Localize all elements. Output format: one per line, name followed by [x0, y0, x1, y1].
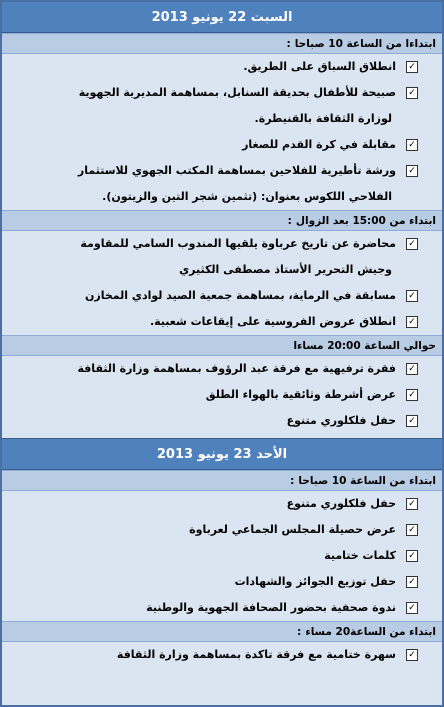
day1-section2-list	[2, 231, 442, 335]
check-icon: ✓	[406, 61, 418, 73]
day2-header: الأحد 23 يونيو 2013	[2, 438, 442, 470]
list-item: ✓ محاضرة عن تاريخ عرباوة يلقيها المندوب السامي للمقاومة وجيش التحرير الأستاذ مصطفى الكثيري	[2, 231, 442, 283]
day1-section2-title: ابتداء من 15:00 بعد الزوال :	[2, 210, 442, 231]
section-title-text: ابتداء من الساعة 10 صباحا	[298, 474, 436, 487]
section-title-text: ابتداءا من الساعة 10 صباحا	[294, 37, 436, 50]
list-item: ✓ عرض حصيلة المجلس الجماعي لعرباوة	[2, 517, 442, 543]
check-icon: ✓	[406, 602, 418, 614]
check-icon: ✓	[406, 363, 418, 375]
list-item: ✓ سهرة ختامية مع فرقة تاكدة بمساهمة وزارة الثقافة	[2, 642, 442, 668]
list-item: ✓ صبيحة للأطفال بحديقة السنابل، بمساهمة المديرية الجهوية لوزارة الثقافة بالقنيطرة.	[2, 80, 442, 132]
day2-section2-list	[2, 642, 442, 668]
check-icon: ✓	[406, 524, 418, 536]
day1-section1-title: ابتداءا من الساعة 10 صباحا :	[2, 33, 442, 54]
list-item: ✓ مسابقة في الرماية، بمساهمة جمعية الصيد لوادي المخازن	[2, 283, 442, 309]
section-title-text: ابتداء من 15:00 بعد الزوال	[295, 214, 436, 227]
day1-section3-title	[2, 335, 442, 356]
list-item: ✓ ندوة صحفية بحضور الصحافة الجهوية والوطنية	[2, 595, 442, 621]
day1-header: السبت 22 يونيو 2013	[2, 2, 442, 33]
list-item: ✓ ورشة تأطيرية للفلاحين بمساهمة المكتب الجهوي للاستثمار الفلاحي اللكوس بعنوان: (تثمين شجر التين والزيتون).	[2, 158, 442, 210]
list-item: ✓ انطلاق السباق على الطريق.	[2, 54, 442, 80]
day1-section1-list	[2, 54, 442, 210]
check-icon: ✓	[406, 87, 418, 99]
day2-section1-title: ابتداء من الساعة 10 صباحا :	[2, 470, 442, 491]
check-icon: ✓	[406, 498, 418, 510]
list-item: ✓ عرض أشرطة وثائقية بالهواء الطلق	[2, 382, 442, 408]
check-icon: ✓	[406, 165, 418, 177]
list-item: ✓ انطلاق عروض الفروسية على إيقاعات شعبية.	[2, 309, 442, 335]
list-item: ✓ فقرة ترفيهية مع فرقة عبد الرؤوف بمساهمة وزارة الثقافة	[2, 356, 442, 382]
day1-section3-list	[2, 356, 442, 434]
list-item: ✓ حفل فلكلوري متنوع	[2, 491, 442, 517]
list-item: ✓ كلمات ختامية	[2, 543, 442, 569]
check-icon: ✓	[406, 139, 418, 151]
list-item: ✓ حفل فلكلوري متنوع	[2, 408, 442, 434]
check-icon: ✓	[406, 238, 418, 250]
list-item: ✓ مقابلة في كرة القدم للصغار	[2, 132, 442, 158]
check-icon: ✓	[406, 649, 418, 661]
list-item: ✓ حفل توزيع الجوائز والشهادات	[2, 569, 442, 595]
day2-section1-list	[2, 491, 442, 621]
section-title-text: حوالي الساعة 20:00 مساءا	[293, 339, 436, 352]
check-icon: ✓	[406, 316, 418, 328]
section-title-text: ابتداء من الساعة20 مساء	[305, 625, 436, 638]
check-icon: ✓	[406, 415, 418, 427]
check-icon: ✓	[406, 389, 418, 401]
check-icon: ✓	[406, 550, 418, 562]
day2-section2-title: ابتداء من الساعة20 مساء :	[2, 621, 442, 642]
check-icon: ✓	[406, 290, 418, 302]
check-icon: ✓	[406, 576, 418, 588]
